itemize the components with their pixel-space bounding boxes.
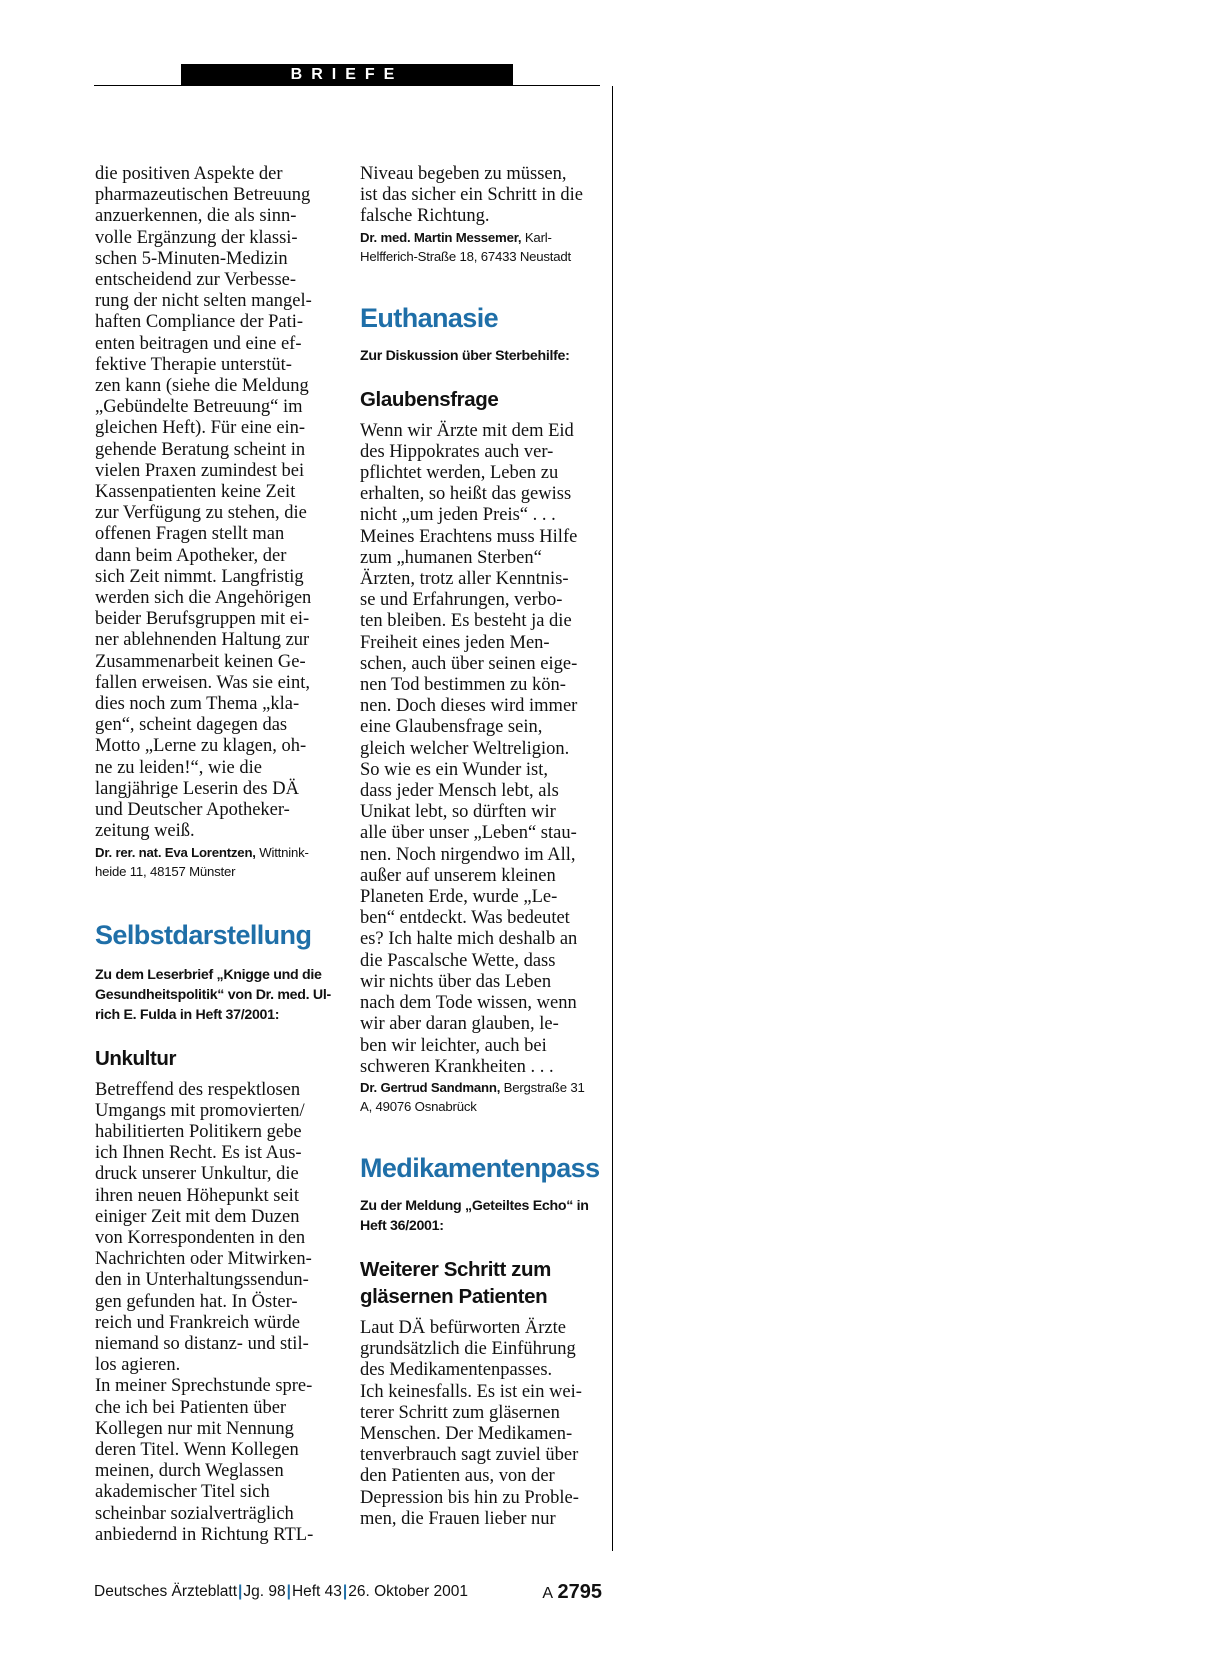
letter-text: Betreffend des respektlosen Umgangs mit promovierten/ habilitierten Politikern gebe ich Ihnen Recht. Es ist Aus- druck unserer Unkultur, die ihren neuen Höhepunkt seit einiger Zeit mit dem Duzen von Korrespondenten in den Nachrichten oder Mitwirken- den in Unterhaltungssendun- gen gefunden hat. In Öster- reich und Frankreich würde niemand so distanz- und stil- los agieren. In meiner Sprechstunde spre- che ich bei Patienten über Kollegen nur mit Nennung deren Titel. Wenn Kollegen meinen, durch Weglassen akademischer Titel sich scheinbar sozialverträglich anbiedernd in Richtung RTL- [95,1079,314,1545]
footer-separator: | [286,1583,291,1600]
letter-text: Wenn wir Ärzte mit dem Eid des Hippokrates auch ver- pflichtet werden, Leben zu erhalten, so heißt das gewiss nicht „um jeden Preis“ . . . Meines Erachtens muss Hilfe zum „humanen Sterben“ Ärzten, trotz aller Kenntnis- se und Erfahrungen, verbo- ten bleiben. Es besteht ja die Freiheit eines jeden Men- schen, auch über seinen eige- nen Tod bestimmen zu kön- nen. Doch dieses wird immer eine Glaubensfrage sein, gleich welcher Weltreligion. So wie es ein Wunder ist, dass jeder Mensch lebt, als Unikat lebt, so dürften wir alle über unser „Leben“ stau- nen. Noch nirgendwo im All, außer auf unserem kleinen Planeten Erde, wurde „Le- ben“ entdeckt. Was bedeutet es? Ich halte mich deshalb an die Pascalsche Wette, dass wir nichts über das Leben nach dem Tode wissen, wenn wir aber daran glauben, le- ben wir leichter, auch bei schweren Krankheiten . . . [360,420,578,1077]
author-address: Bergstraße 31 A, 49076 Osnabrück [360,1079,585,1114]
journal-issue: Heft 43 [291,1583,342,1600]
page-number [542,1580,602,1606]
page-prefix: A [542,1585,554,1602]
letter-text: Niveau begeben zu müssen, ist das sicher ein Schritt in die falsche Richtung. [360,164,583,227]
footer-separator: | [238,1583,243,1600]
author-name: Dr. med. Martin Messemer, [360,229,522,245]
column-divider [612,86,613,1551]
header-rule [94,85,600,86]
issue-date: 26. Oktober 2001 [348,1583,469,1600]
author-name: Dr. Gertrud Sandmann, [360,1079,501,1095]
journal-name: Deutsches Ärzteblatt [94,1583,238,1600]
journal-volume: Jg. 98 [243,1583,286,1600]
author-name: Dr. rer. nat. Eva Lorentzen, [95,844,256,860]
letter-signature [95,843,337,881]
letter-text: Laut DÄ befürworten Ärzte grundsätzlich die Einführung des Medikamentenpasses. Ich keinesfalls. Es ist ein wei- terer Schritt zum gläsernen Menschen. Der Medikamen- tenverbrauch sagt zuviel über den Patienten aus, von der Depression bis hin zu Proble- men, die Frauen lieber nur [360,1317,582,1529]
letter-signature [360,228,602,266]
page-number-value: 2795 [557,1581,602,1603]
author-address: Wittnink- heide 11, 48157 Münster [95,844,309,879]
letter-headline: Weiterer Schritt zum gläsernen Patienten [360,1257,551,1308]
left-column [95,164,337,1546]
section-title: Medikamentenpass [360,1152,600,1183]
section-intro: Zu dem Leserbrief „Knigge und die Gesundheitspolitik“ von Dr. med. Ul- rich E. Fulda in Heft 37/2001: [95,966,331,1023]
section-intro: Zu der Meldung „Geteiltes Echo“ in Heft 36/2001: [360,1197,589,1234]
section-intro: Zur Diskussion über Sterbehilfe: [360,347,570,364]
letter-signature [360,1078,602,1116]
footer-separator: | [342,1583,348,1600]
right-column [360,164,602,1530]
author-address: Karl- Helfferich-Straße 18, 67433 Neustadt [360,229,572,264]
letter-headline: Glaubensfrage [360,387,499,411]
page-footer [94,1580,602,1604]
section-title: Selbstdarstellung [95,919,312,950]
section-header-briefe: BRIEFE [181,64,513,85]
section-title: Euthanasie [360,302,499,333]
letter-text: die positiven Aspekte der pharmazeutischen Betreuung anzuerkennen, die als sinn- volle Ergänzung der klassi- schen 5-Minuten-Medizin entscheidend zur Verbesse- rung der nicht selten mangel- haften Compliance der Pati- enten beitragen und eine ef- fektive Therapie unterstüt- zen kann (siehe die Meldung „Gebündelte Betreuung“ im gleichen Heft). Für eine ein- gehende Beratung scheint in vielen Praxen zumindest bei Kassenpatienten keine Zeit zur Verfügung zu stehen, die offenen Fragen stellt man dann beim Apotheker, der sich Zeit nimmt. Langfristig werden sich die Angehörigen beider Berufsgruppen mit ei- ner ablehnenden Haltung zur Zusammenarbeit keinen Ge- fallen erweisen. Was sie eint, dies noch zum Thema „kla- gen“, scheint dagegen das Motto „Lerne zu klagen, oh- ne zu leiden!“, wie die langjährige Leserin des DÄ und Deutscher Apotheker- zeitung weiß. [95,164,312,842]
letter-headline: Unkultur [95,1046,177,1070]
